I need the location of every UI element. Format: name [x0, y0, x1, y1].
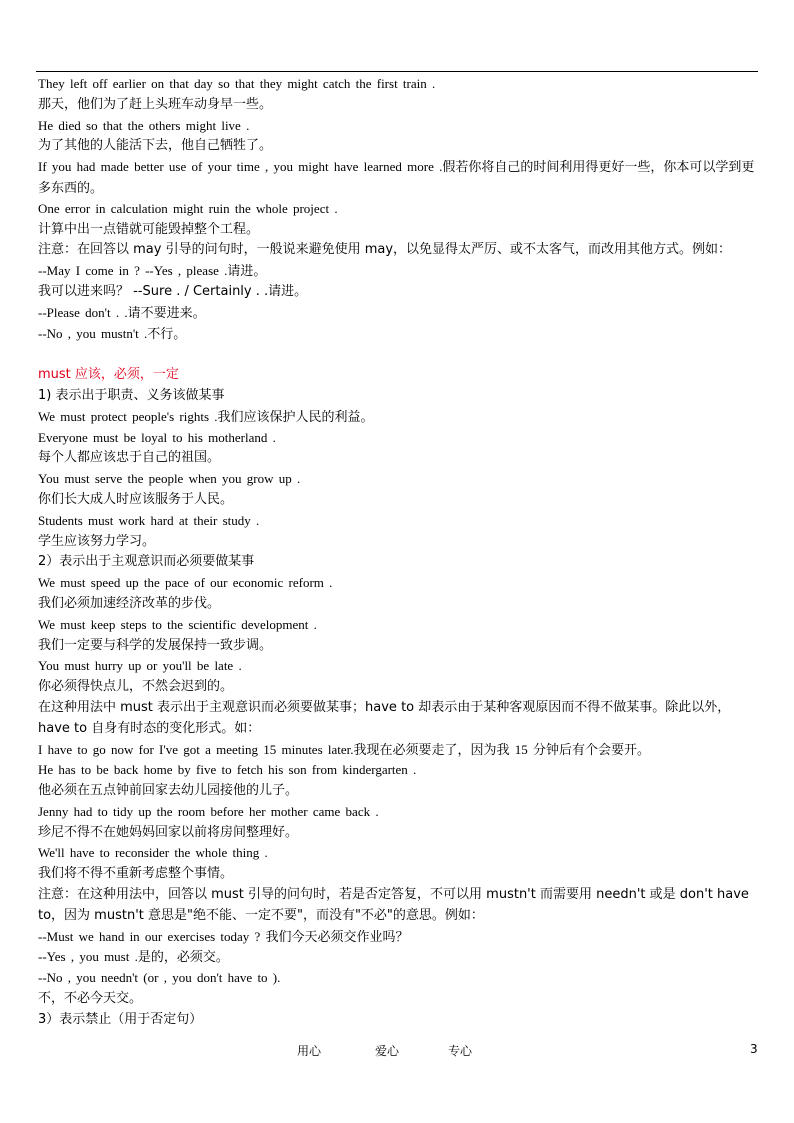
text-line: We'll have to reconsider the whole thing . — [38, 845, 268, 861]
dialog-line: 我可以进来吗？ --Sure . / Certainly . .请进。 — [38, 283, 308, 299]
text-line: Jenny had to tidy up the room before her mother came back . — [38, 803, 379, 819]
text-line: Students must work hard at their study . — [38, 512, 260, 528]
text-line: You must serve the people when you grow up . — [38, 471, 301, 487]
text-line: 珍尼不得不在她妈妈回家以前将房间整理好。 — [38, 824, 299, 840]
document-body — [38, 74, 760, 1031]
text-line: You must hurry up or you'll be late . — [38, 658, 242, 674]
text-line: We must speed up the pace of our economic reform . — [38, 575, 333, 591]
text-line: 我们必须加速经济改革的步伐。 — [38, 595, 221, 611]
text-line: We must protect people's rights .我们应该保护人民的利益。 — [38, 408, 374, 424]
footer-item: 专心 — [448, 1044, 473, 1058]
subheading: 3）表示禁止（用于否定句） — [38, 1011, 203, 1027]
page-number: 3 — [750, 1042, 758, 1056]
text-paragraph: 在这种用法中 must 表示出于主观意识而必须要做某事；have to 却表示由于某种客观原因而不得不做某事。除此以外，have to 自身有时态的变化形式。如： — [38, 699, 731, 736]
dialog-line: --Yes , you must .是的，必须交。 — [38, 949, 229, 965]
text-line: 你们长大成人时应该服务于人民。 — [38, 491, 234, 507]
dialog-line: --May I come in ? --Yes , please .请进。 — [38, 263, 267, 279]
subheading: 2）表示出于主观意识而必须要做某事 — [38, 554, 255, 570]
footer-item: 爱心 — [375, 1044, 400, 1058]
text-line: 我们一定要与科学的发展保持一致步调。 — [38, 637, 273, 653]
note-paragraph: 注意：在这种用法中，回答以 must 引导的问句时，若是否定答复，不可以用 mustn't 而需要用 needn't 或是 don't have to，因为 mustn't 意思是"绝不能、一定不要"，而没有"不必"的意思。例如： — [38, 887, 749, 923]
header-rule — [36, 71, 758, 72]
text-line: They left off earlier on that day so that they might catch the first train . — [38, 76, 436, 91]
text-line: We must keep steps to the scientific development . — [38, 616, 317, 632]
note-line: 注意：在回答以 may 引导的问句时，一般说来避免使用 may，以免显得太严厉、或不太客气，而改用其他方式。例如： — [38, 242, 732, 258]
text-paragraph: If you had made better use of your time , you might have learned more .假若你将自己的时间利用得更好一些，你本可以学到更多东西的。 — [38, 159, 755, 195]
subheading: 1) 表示出于职责、义务该做某事 — [38, 387, 225, 403]
text-line: He has to be back home by five to fetch his son from kindergarten . — [38, 762, 417, 778]
text-line: Everyone must be loyal to his motherland . — [38, 429, 276, 445]
text-line: He died so that the others might live . — [38, 117, 250, 133]
text-line: 计算中出一点错就可能毁掉整个工程。 — [38, 221, 260, 237]
dialog-line: --Please don't . .请不要进来。 — [38, 304, 206, 320]
dialog-line: 不，不必今天交。 — [38, 991, 143, 1007]
text-line: 我们将不得不重新考虑整个事情。 — [38, 866, 234, 882]
text-line: 你必须得快点儿，不然会迟到的。 — [38, 679, 234, 695]
section-heading: must 应该，必须，一定 — [38, 367, 179, 383]
text-line: 每个人都应该忠于自己的祖国。 — [38, 450, 221, 466]
dialog-line: --Must we hand in our exercises today ? 我们今天必须交作业吗？ — [38, 928, 409, 944]
text-line: 学生应该努力学习。 — [38, 533, 156, 549]
text-line: 他必须在五点钟前回家去幼儿园接他的儿子。 — [38, 783, 299, 799]
text-line: I have to go now for I've got a meeting 15 minutes later.我现在必须要走了，因为我 15 分钟后有个会要开。 — [38, 741, 651, 757]
blank-line — [38, 344, 760, 365]
footer-item: 用心 — [297, 1044, 322, 1058]
text-line: 为了其他的人能活下去，他自己牺牲了。 — [38, 138, 273, 154]
dialog-line: --No , you needn't (or , you don't have to ). — [38, 970, 281, 986]
text-line: One error in calculation might ruin the whole project . — [38, 200, 338, 216]
text-line: 那天，他们为了赶上头班车动身早一些。 — [38, 96, 273, 112]
dialog-line: --No , you mustn't .不行。 — [38, 325, 187, 341]
page-footer — [0, 1042, 794, 1060]
